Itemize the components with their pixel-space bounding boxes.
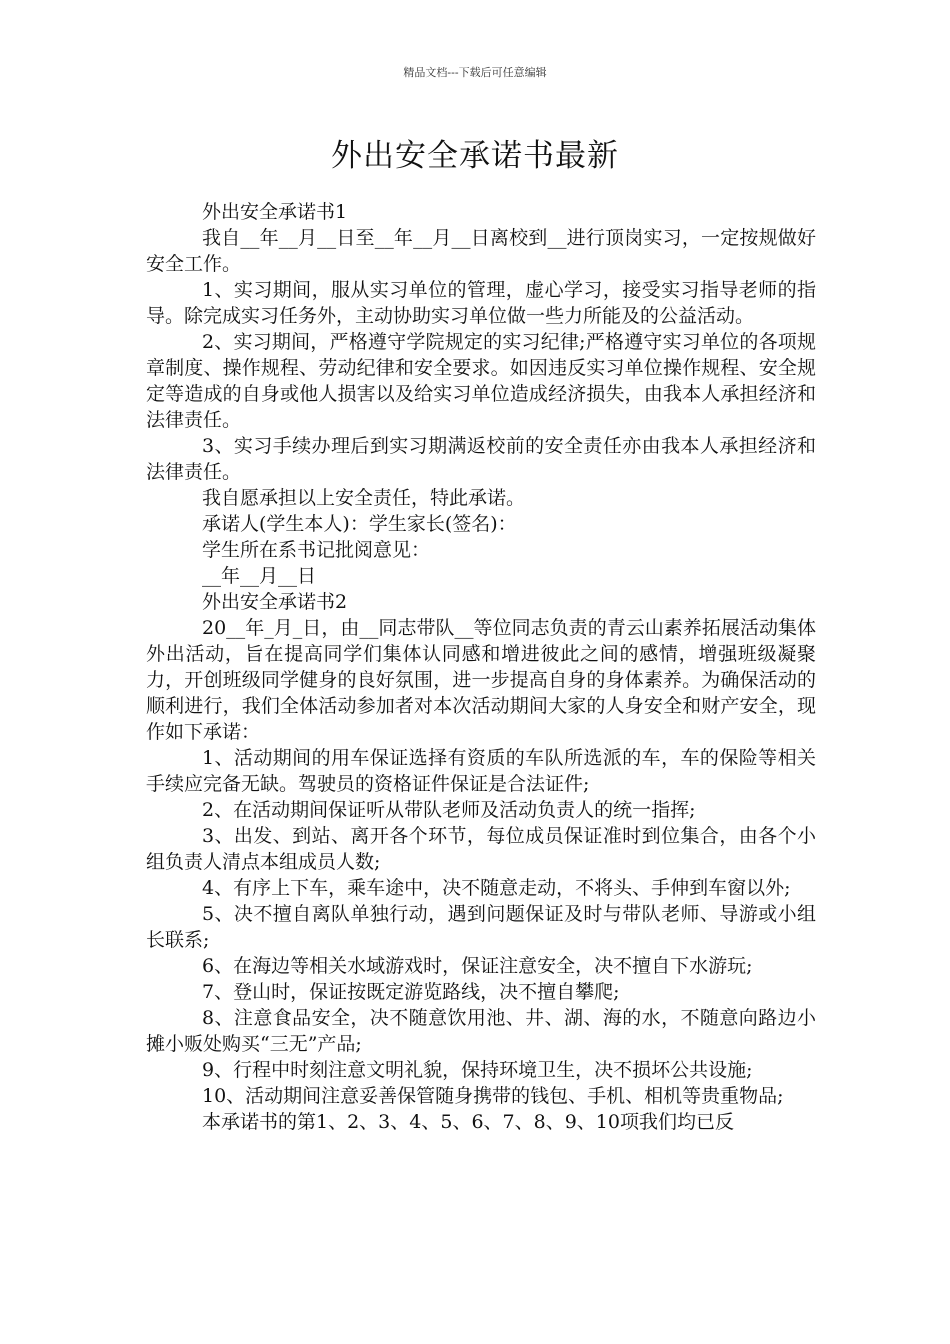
paragraph-item-2-5: 5、决不擅自离队单独行动，遇到问题保证及时与带队老师、导游或小组长联系; — [146, 903, 816, 951]
paragraph-item-2-9: 9、行程中时刻注意文明礼貌，保持环境卫生，决不损坏公共设施; — [202, 1059, 753, 1081]
document-body — [146, 199, 816, 1135]
paragraph-item-2-6: 6、在海边等相关水域游戏时，保证注意安全，决不擅自下水游玩; — [202, 955, 753, 977]
paragraph-item-2-7: 7、登山时，保证按既定游览路线，决不擅自攀爬; — [202, 981, 620, 1003]
paragraph-item-2-8: 8、注意食品安全，决不随意饮用池、井、湖、海的水，不随意向路边小摊小贩处购买“三无”产品; — [146, 1007, 816, 1055]
paragraph-item-1-1: 1、实习期间，服从实习单位的管理，虚心学习，接受实习指导老师的指导。除完成实习任务外，主动协助实习单位做一些力所能及的公益活动。 — [146, 279, 816, 327]
paragraph-pledge: 我自愿承担以上安全责任，特此承诺。 — [202, 487, 526, 509]
paragraph-intro-1: 我自__年__月__日至__年__月__日离校到__进行顶岗实习，一定按规做好安全工作。 — [146, 227, 816, 275]
paragraph-signature: 承诺人(学生本人)：学生家长(签名)： — [202, 513, 517, 535]
paragraph-item-2-1: 1、活动期间的用车保证选择有资质的车队所选派的车，车的保险等相关手续应完备无缺。驾驶员的资格证件保证是合法证件; — [146, 747, 816, 795]
paragraph-item-2-4: 4、有序上下车，乘车途中，决不随意走动，不将头、手伸到车窗以外; — [202, 877, 791, 899]
paragraph-closing: 本承诺书的第1、2、3、4、5、6、7、8、9、10项我们均已反 — [202, 1111, 734, 1133]
section-heading-1: 外出安全承诺书1 — [202, 201, 348, 223]
paragraph-item-1-2: 2、实习期间，严格遵守学院规定的实习纪律;严格遵守实习单位的各项规章制度、操作规程、劳动纪律和安全要求。如因违反实习单位操作规程、安全规定等造成的自身或他人损害以及给实习单位造成经济损失，由我本人承担经济和法律责任。 — [146, 331, 816, 431]
paragraph-approval: 学生所在系书记批阅意见： — [202, 539, 431, 561]
paragraph-date: __年__月__日 — [202, 565, 317, 587]
document-title: 外出安全承诺书最新 — [331, 138, 619, 174]
header-note: 精品文档---下载后可任意编辑 — [403, 66, 547, 79]
section-heading-2: 外出安全承诺书2 — [202, 591, 348, 613]
paragraph-item-2-10: 10、活动期间注意妥善保管随身携带的钱包、手机、相机等贵重物品; — [202, 1085, 784, 1107]
paragraph-intro-2: 20__年_月_日，由__同志带队__等位同志负责的青云山素养拓展活动集体外出活动，旨在提高同学们集体认同感和增进彼此之间的感情，增强班级凝聚力，开创班级同学健身的良好氛围，进一步提高自身的身体素养。为确保活动的顺利进行，我们全体活动参加者对本次活动期间大家的人身安全和财产安全，现作如下承诺： — [146, 617, 816, 743]
paragraph-item-1-3: 3、实习手续办理后到实习期满返校前的安全责任亦由我本人承担经济和法律责任。 — [146, 435, 816, 483]
paragraph-item-2-2: 2、在活动期间保证听从带队老师及活动负责人的统一指挥; — [202, 799, 696, 821]
paragraph-item-2-3: 3、出发、到站、离开各个环节，每位成员保证准时到位集合，由各个小组负责人清点本组成员人数; — [146, 825, 816, 873]
